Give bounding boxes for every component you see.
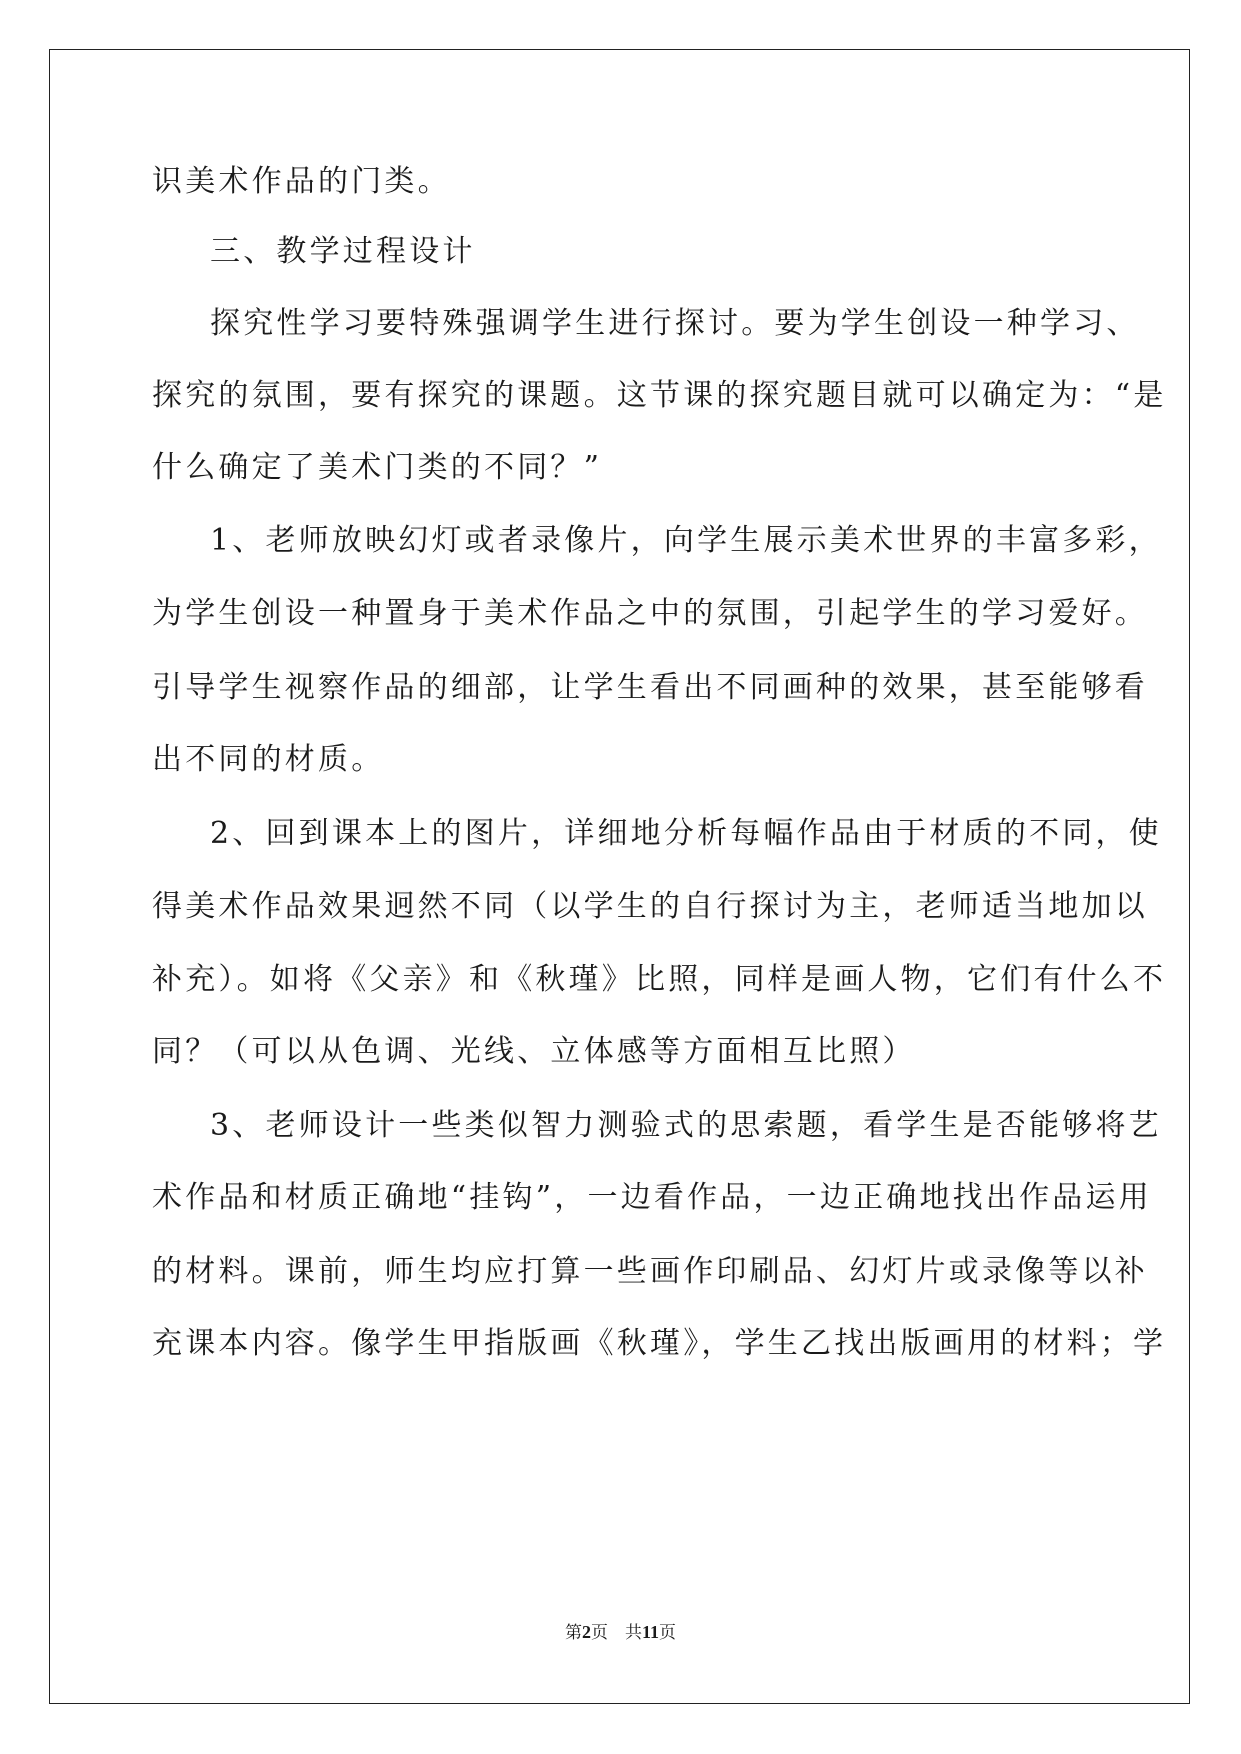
- text-line: 1、老师放映幻灯或者录像片，向学生展示美术世界的丰富多彩，: [210, 523, 1162, 558]
- page-footer: [0, 1621, 1241, 1644]
- footer-middle: 页 共: [590, 1623, 642, 1643]
- text-line: 出不同的材质。: [152, 742, 385, 777]
- page-frame: [49, 49, 1190, 1704]
- text-line: 同？（可以从色调、光线、立体感等方面相互比照）: [152, 1034, 916, 1069]
- text-line: 探究的氛围，要有探究的课题。这节课的探究题目就可以确定为：“是: [152, 378, 1167, 413]
- text-line: 3、老师设计一些类似智力测验式的思索题，看学生是否能够将艺: [210, 1108, 1162, 1143]
- text-line: 识美术作品的门类。: [152, 164, 451, 199]
- text-line: 2、回到课本上的图片，详细地分析每幅作品由于材质的不同，使: [210, 816, 1162, 851]
- text-line: 引导学生视察作品的细部，让学生看出不同画种的效果，甚至能够看: [152, 670, 1148, 705]
- footer-prefix: 第: [564, 1623, 582, 1643]
- footer-suffix: 页: [659, 1623, 676, 1643]
- text-line: 探究性学习要特殊强调学生进行探讨。要为学生创设一种学习、: [210, 306, 1140, 341]
- text-line: 补充）。如将《父亲》和《秋瑾》比照，同样是画人物，它们有什么不: [152, 962, 1167, 997]
- text-line: 得美术作品效果迥然不同（以学生的自行探讨为主，老师适当地加以: [152, 889, 1148, 924]
- footer-total-pages: 11: [641, 1622, 659, 1642]
- text-line: 三、教学过程设计: [210, 234, 476, 269]
- footer-page-number: 2: [581, 1622, 591, 1642]
- text-line: 的材料。课前，师生均应打算一些画作印刷品、幻灯片或录像等以补: [152, 1254, 1148, 1289]
- text-line: 术作品和材质正确地“挂钩”，一边看作品，一边正确地找出作品运用: [152, 1180, 1152, 1215]
- text-line: 为学生创设一种置身于美术作品之中的氛围，引起学生的学习爱好。: [152, 596, 1148, 631]
- text-line: 充课本内容。像学生甲指版画《秋瑾》，学生乙找出版画用的材料；学: [152, 1326, 1167, 1361]
- text-line: 什么确定了美术门类的不同？”: [152, 450, 603, 485]
